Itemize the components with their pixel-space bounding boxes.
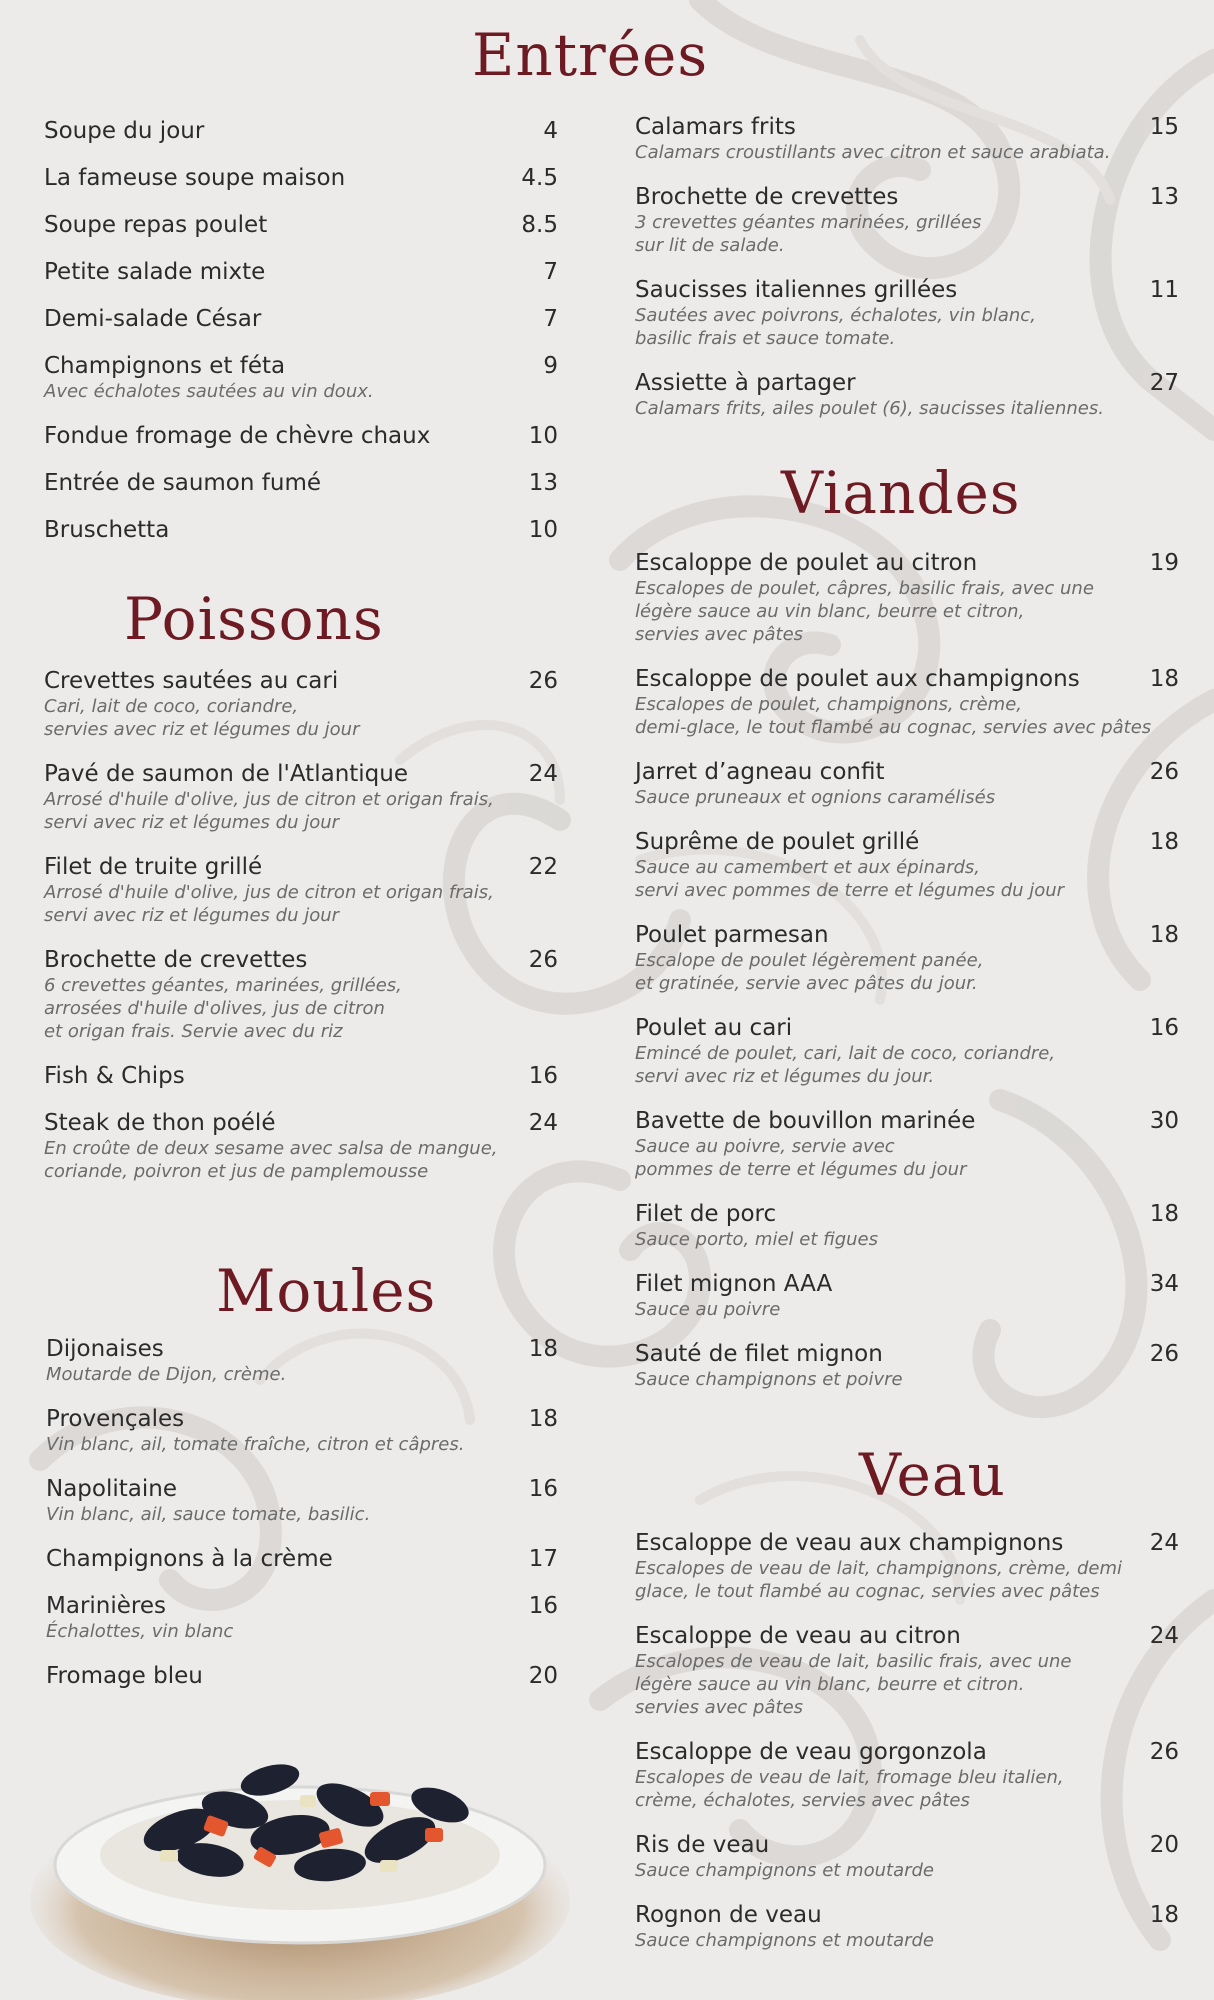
item-price: 9 xyxy=(543,353,558,379)
section-title-moules: Moules xyxy=(216,1257,437,1325)
item-description: Escalopes de poulet, câpres, basilic frais, avec une légère sauce au vin blanc, beurre et citron, servies avec pâtes xyxy=(635,578,1094,645)
item-name: Poulet parmesan xyxy=(635,922,829,948)
item-price: 26 xyxy=(1149,759,1179,785)
menu-item xyxy=(46,1336,558,1386)
menu-item xyxy=(635,666,1179,739)
item-name: Soupe repas poulet xyxy=(44,212,268,238)
item-name: Sauté de filet mignon xyxy=(635,1341,883,1367)
item-name: Escaloppe de veau aux champignons xyxy=(635,1530,1064,1556)
item-price: 19 xyxy=(1149,550,1179,576)
item-price: 18 xyxy=(528,1336,558,1362)
menu-item xyxy=(44,165,558,191)
item-name: Escaloppe de poulet aux champignons xyxy=(635,666,1080,692)
item-price: 18 xyxy=(1149,1902,1179,1928)
menu-item xyxy=(635,1341,1179,1391)
item-price: 26 xyxy=(1149,1341,1179,1367)
item-name: La fameuse soupe maison xyxy=(44,165,346,191)
item-price: 16 xyxy=(528,1476,558,1502)
menu-item xyxy=(44,854,558,927)
item-price: 18 xyxy=(1149,1201,1179,1227)
item-description: Escalopes de veau de lait, fromage bleu italien, crème, échalotes, servies avec pâtes xyxy=(635,1767,1064,1811)
item-description: En croûte de deux sesame avec salsa de mangue, coriande, poivron et jus de pamplemousse xyxy=(44,1138,498,1182)
item-price: 13 xyxy=(1149,184,1179,210)
item-price: 24 xyxy=(528,761,558,787)
item-name: Suprême de poulet grillé xyxy=(635,829,920,855)
item-price: 26 xyxy=(1149,1739,1179,1765)
menu-item xyxy=(635,1271,1179,1321)
item-price: 13 xyxy=(528,470,558,496)
poissons-list xyxy=(44,668,558,1203)
menu-item xyxy=(44,1110,558,1183)
item-description: Arrosé d'huile d'olive, jus de citron et origan frais, servi avec riz et légumes du jour xyxy=(44,882,494,926)
item-description: Sauce au camembert et aux épinards, servi avec pommes de terre et légumes du jour xyxy=(635,857,1065,901)
item-description: Calamars frits, ailes poulet (6), saucisses italiennes. xyxy=(635,398,1104,419)
item-price: 16 xyxy=(528,1593,558,1619)
menu-item xyxy=(635,759,1179,809)
item-description: Escalopes de veau de lait, champignons, crème, demi glace, le tout flambé au cognac, servies avec pâtes xyxy=(635,1558,1122,1602)
item-description: Sautées avec poivrons, échalotes, vin blanc, basilic frais et sauce tomate. xyxy=(635,305,1036,349)
viandes-list xyxy=(635,550,1179,1411)
menu-item xyxy=(635,184,1179,257)
menu-item xyxy=(635,922,1179,995)
item-name: Bruschetta xyxy=(44,517,170,543)
menu-item xyxy=(635,1739,1179,1812)
item-price: 26 xyxy=(528,947,558,973)
item-name: Crevettes sautées au cari xyxy=(44,668,339,694)
item-price: 18 xyxy=(528,1406,558,1432)
item-name: Entrée de saumon fumé xyxy=(44,470,321,496)
menu-item xyxy=(44,668,558,741)
item-price: 11 xyxy=(1149,277,1179,303)
menu-item xyxy=(44,212,558,238)
entrees-list-left xyxy=(44,118,558,564)
item-name: Dijonaises xyxy=(46,1336,164,1362)
item-description: Cari, lait de coco, coriandre, servies avec riz et légumes du jour xyxy=(44,696,360,740)
moules-list xyxy=(46,1336,558,1710)
item-name: Soupe du jour xyxy=(44,118,205,144)
item-price: 20 xyxy=(528,1663,558,1689)
menu-item xyxy=(635,114,1179,164)
item-price: 18 xyxy=(1149,922,1179,948)
item-description: Avec échalotes sautées au vin doux. xyxy=(44,381,374,402)
item-price: 24 xyxy=(1149,1623,1179,1649)
item-name: Champignons à la crème xyxy=(46,1546,333,1572)
item-description: Sauce au poivre xyxy=(635,1299,781,1320)
menu-item xyxy=(44,761,558,834)
menu-item xyxy=(46,1546,558,1572)
item-description: Sauce porto, miel et figues xyxy=(635,1229,879,1250)
item-price: 17 xyxy=(528,1546,558,1572)
item-name: Ris de veau xyxy=(635,1832,770,1858)
menu-item xyxy=(635,1530,1179,1603)
entrees-list-right xyxy=(635,114,1179,440)
menu-item xyxy=(635,1015,1179,1088)
item-name: Marinières xyxy=(46,1593,166,1619)
item-name: Steak de thon poélé xyxy=(44,1110,276,1136)
item-price: 15 xyxy=(1149,114,1179,140)
item-price: 16 xyxy=(1149,1015,1179,1041)
item-description: Escalope de poulet légèrement panée, et gratinée, servie avec pâtes du jour. xyxy=(635,950,984,994)
item-price: 22 xyxy=(528,854,558,880)
menu-item xyxy=(46,1476,558,1526)
menu-item xyxy=(44,306,558,332)
item-name: Escaloppe de veau au citron xyxy=(635,1623,961,1649)
item-description: 6 crevettes géantes, marinées, grillées, arrosées d'huile d'olives, jus de citron et origan frais. Servie avec du riz xyxy=(44,975,402,1042)
item-description: Vin blanc, ail, tomate fraîche, citron et câpres. xyxy=(46,1434,465,1455)
item-description: Escalopes de veau de lait, basilic frais, avec une légère sauce au vin blanc, beurre et citron. servies avec pâtes xyxy=(635,1651,1072,1718)
item-description: Moutarde de Dijon, crème. xyxy=(46,1364,287,1385)
section-title-poissons: Poissons xyxy=(124,585,384,653)
item-price: 27 xyxy=(1149,370,1179,396)
menu-item xyxy=(44,1063,558,1089)
menu-item xyxy=(635,829,1179,902)
item-name: Filet de truite grillé xyxy=(44,854,263,880)
item-name: Bavette de bouvillon marinée xyxy=(635,1108,976,1134)
item-price: 8.5 xyxy=(521,212,558,238)
item-price: 34 xyxy=(1149,1271,1179,1297)
menu-item xyxy=(635,1201,1179,1251)
item-description: Vin blanc, ail, sauce tomate, basilic. xyxy=(46,1504,371,1525)
menu-item xyxy=(44,947,558,1043)
menu-item xyxy=(44,353,558,403)
item-name: Filet de porc xyxy=(635,1201,777,1227)
item-name: Petite salade mixte xyxy=(44,259,266,285)
mussels-dish-image xyxy=(30,1700,570,2000)
menu-item xyxy=(46,1406,558,1456)
item-description: Sauce pruneaux et ognions caramélisés xyxy=(635,787,996,808)
item-description: Sauce champignons et moutarde xyxy=(635,1930,935,1951)
item-name: Napolitaine xyxy=(46,1476,177,1502)
menu-item xyxy=(635,1623,1179,1719)
item-price: 24 xyxy=(528,1110,558,1136)
item-description: Échalottes, vin blanc xyxy=(46,1621,234,1642)
menu-item xyxy=(44,517,558,543)
item-name: Jarret d’agneau confit xyxy=(635,759,885,785)
item-name: Rognon de veau xyxy=(635,1902,822,1928)
item-name: Escaloppe de poulet au citron xyxy=(635,550,978,576)
item-price: 26 xyxy=(528,668,558,694)
item-name: Poulet au cari xyxy=(635,1015,793,1041)
item-description: Sauce au poivre, servie avec pommes de terre et légumes du jour xyxy=(635,1136,967,1180)
item-name: Assiette à partager xyxy=(635,370,856,396)
item-name: Saucisses italiennes grillées xyxy=(635,277,958,303)
item-price: 4.5 xyxy=(521,165,558,191)
item-price: 18 xyxy=(1149,829,1179,855)
item-name: Fish & Chips xyxy=(44,1063,185,1089)
menu-item xyxy=(44,259,558,285)
menu-item xyxy=(46,1593,558,1643)
section-title-entrees: Entrées xyxy=(472,21,709,89)
item-price: 18 xyxy=(1149,666,1179,692)
item-description: Arrosé d'huile d'olive, jus de citron et origan frais, servi avec riz et légumes du jour xyxy=(44,789,494,833)
menu-item xyxy=(44,118,558,144)
item-name: Champignons et féta xyxy=(44,353,286,379)
veau-list xyxy=(635,1530,1179,1972)
menu-item xyxy=(635,370,1179,420)
item-name: Filet mignon AAA xyxy=(635,1271,833,1297)
menu-item xyxy=(635,277,1179,350)
item-name: Brochette de crevettes xyxy=(44,947,308,973)
item-price: 16 xyxy=(528,1063,558,1089)
item-description: Escalopes de poulet, champignons, crème, demi-glace, le tout flambé au cognac, servies avec pâtes xyxy=(635,694,1152,738)
item-name: Pavé de saumon de l'Atlantique xyxy=(44,761,409,787)
item-price: 10 xyxy=(528,517,558,543)
section-title-veau: Veau xyxy=(859,1441,1006,1509)
item-name: Fromage bleu xyxy=(46,1663,203,1689)
item-price: 10 xyxy=(528,423,558,449)
item-description: Calamars croustillants avec citron et sauce arabiata. xyxy=(635,142,1111,163)
menu-item xyxy=(635,1902,1179,1952)
item-price: 4 xyxy=(543,118,558,144)
item-name: Calamars frits xyxy=(635,114,796,140)
section-title-viandes: Viandes xyxy=(781,459,1021,527)
menu-item xyxy=(44,470,558,496)
item-name: Fondue fromage de chèvre chaux xyxy=(44,423,431,449)
item-name: Escaloppe de veau gorgonzola xyxy=(635,1739,987,1765)
item-price: 30 xyxy=(1149,1108,1179,1134)
item-description: Sauce champignons et poivre xyxy=(635,1369,903,1390)
item-price: 7 xyxy=(543,306,558,332)
menu-item xyxy=(46,1663,558,1689)
item-description: 3 crevettes géantes marinées, grillées sur lit de salade. xyxy=(635,212,982,256)
menu-item xyxy=(635,1832,1179,1882)
item-name: Demi-salade César xyxy=(44,306,262,332)
item-price: 24 xyxy=(1149,1530,1179,1556)
item-price: 20 xyxy=(1149,1832,1179,1858)
item-description: Emincé de poulet, cari, lait de coco, coriandre, servi avec riz et légumes du jour. xyxy=(635,1043,1056,1087)
menu-item xyxy=(44,423,558,449)
menu-item xyxy=(635,550,1179,646)
item-name: Provençales xyxy=(46,1406,185,1432)
item-price: 7 xyxy=(543,259,558,285)
item-name: Brochette de crevettes xyxy=(635,184,899,210)
menu-item xyxy=(635,1108,1179,1181)
item-description: Sauce champignons et moutarde xyxy=(635,1860,935,1881)
